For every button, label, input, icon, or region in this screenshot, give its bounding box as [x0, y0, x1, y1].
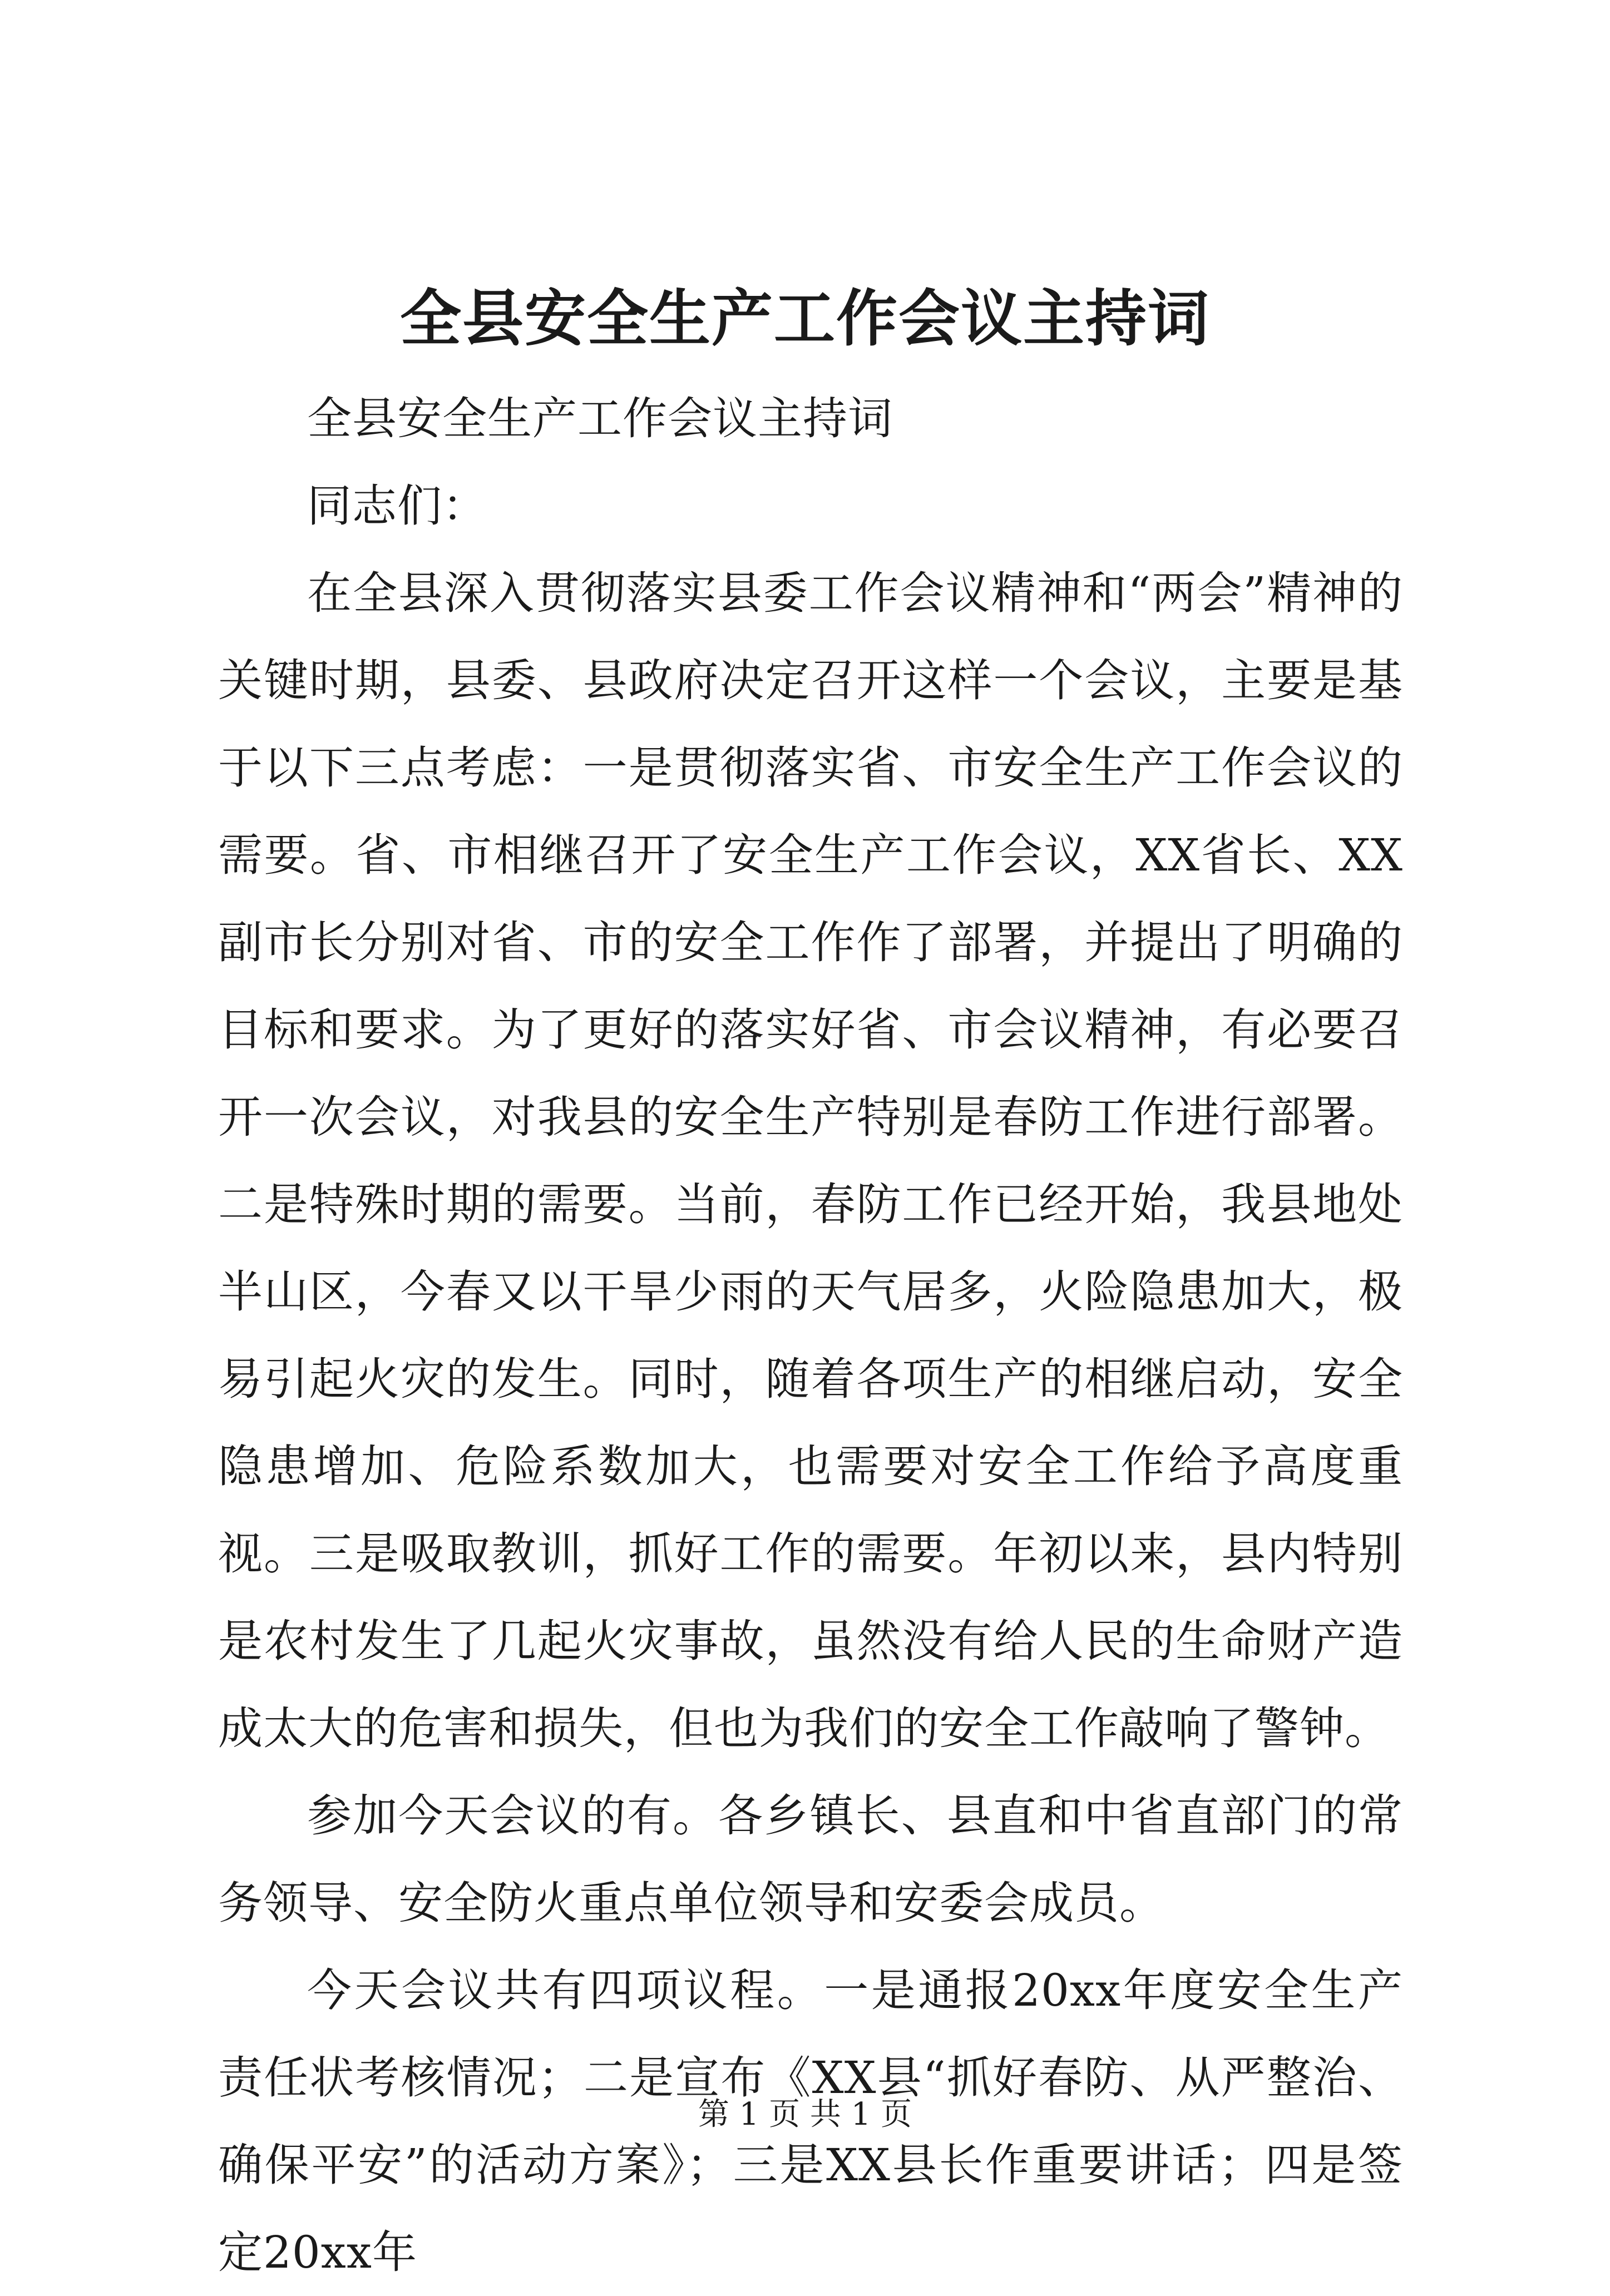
paragraph-subtitle: 全县安全生产工作会议主持词	[307, 393, 893, 444]
paragraph-agenda: 今天会议共有四项议程。一是通报20xx年度安全生产责任状考核情况；二是宣布《XX县“抓好春防、从严整治、确保平安”的活动方案》；三是XX县长作重要讲话；四是签定20xx年	[218, 1965, 1403, 2278]
paragraph-salutation: 同志们：	[307, 480, 487, 532]
document-title: 全县安全生产工作会议主持词	[400, 283, 1210, 354]
document-body	[218, 375, 1403, 2296]
page-footer: 第 1 页 共 1 页	[698, 2096, 912, 2132]
paragraph-attendees: 参加今天会议的有。各乡镇长、县直和中省直部门的常务领导、安全防火重点单位领导和安委会成员。	[218, 1790, 1403, 1929]
paragraph-background: 在全县深入贯彻落实县委工作会议精神和“两会”精神的关键时期，县委、县政府决定召开这样一个会议，主要是基于以下三点考虑：一是贯彻落实省、市安全生产工作会议的需要。省、市相继召开了安全生产工作会议，XX省长、XX副市长分别对省、市的安全工作作了部署，并提出了明确的目标和要求。为了更好的落实好省、市会议精神，有必要召开一次会议，对我县的安全生产特别是春防工作进行部署。二是特殊时期的需要。当前，春防工作已经开始，我县地处半山区，今春又以干旱少雨的天气居多，火险隐患加大，极易引起火灾的发生。同时，随着各项生产的相继启动，安全隐患增加、危险系数加大，也需要对安全工作给予高度重视。三是吸取教训，抓好工作的需要。年初以来，县内特别是农村发生了几起火灾事故，虽然没有给人民的生命财产造成太大的危害和损失，但也为我们的安全工作敲响了警钟。	[218, 567, 1403, 1754]
